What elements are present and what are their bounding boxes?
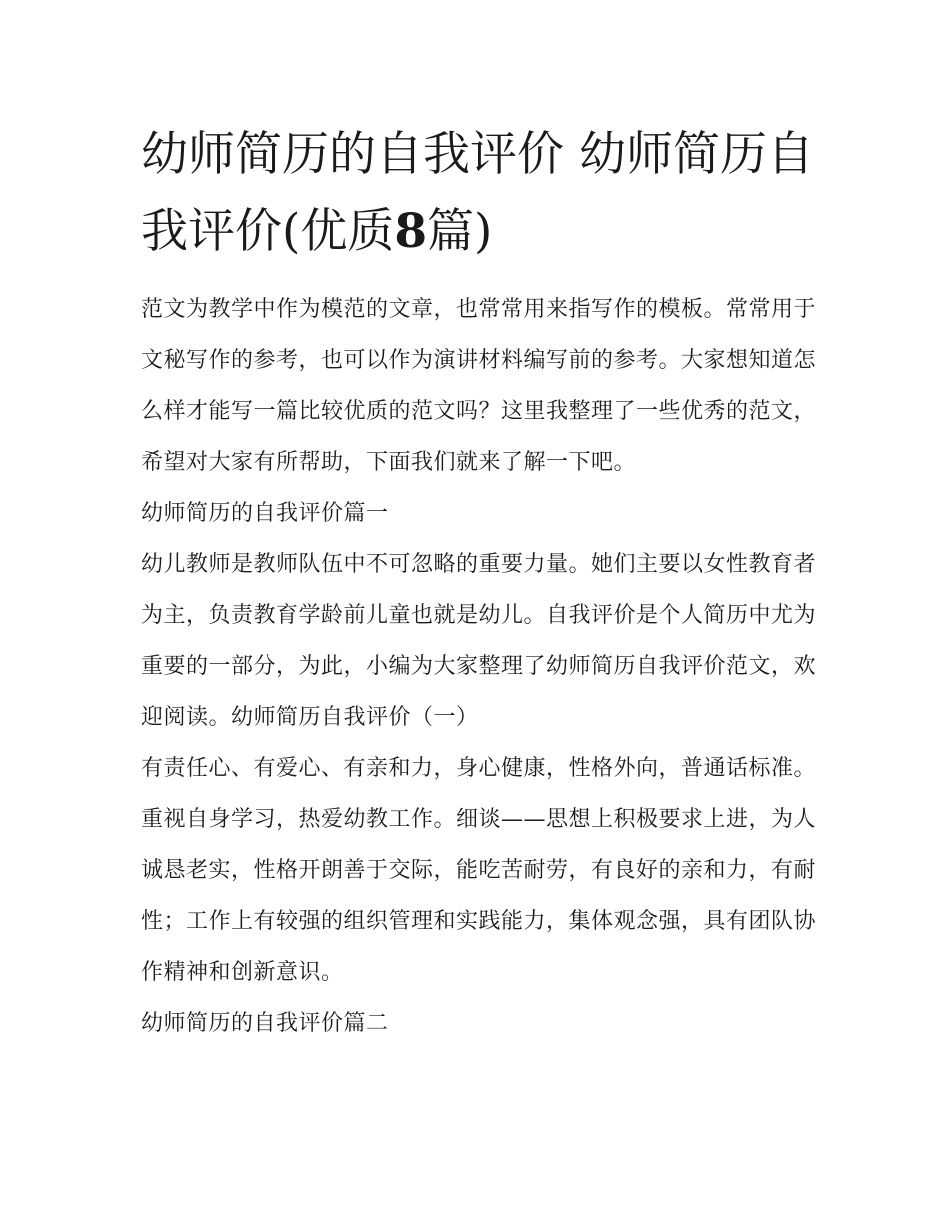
section1-paragraph-1: 幼儿教师是教师队伍中不可忽略的重要力量。她们主要以女性教育者为主，负责教育学龄前儿童也就是幼儿。自我评价是个人简历中尤为重要的一部分，为此，小编为大家整理了幼师简历自我评价范文，欢迎阅读。幼师简历自我评价（一） xyxy=(141,552,817,730)
title-suffix: 篇) xyxy=(427,204,493,259)
title-quality-text: 优质 xyxy=(300,204,395,259)
document-page xyxy=(141,116,816,1049)
intro-paragraph: 范文为教学中作为模范的文章，也常常用来指写作的模板。常常用于文秘写作的参考，也可以作为演讲材料编写前的参考。大家想知道怎么样才能写一篇比较优质的范文吗？这里我整理了一些优秀的范文，希望对大家有所帮助，下面我们就来了解一下吧。 xyxy=(141,297,817,475)
title-text: 幼师简历的自我评价 幼师简历自我评价( xyxy=(141,127,814,259)
title-count: 8 xyxy=(394,204,428,259)
section-heading-2: 幼师简历的自我评价篇二 xyxy=(141,1011,389,1036)
section-heading-1: 幼师简历的自我评价篇一 xyxy=(141,501,389,526)
document-body xyxy=(141,284,816,1049)
document-title xyxy=(141,116,816,270)
section1-paragraph-2: 有责任心、有爱心、有亲和力，身心健康，性格外向，普通话标准。重视自身学习，热爱幼教工作。细谈——思想上积极要求上进，为人诚恳老实，性格开朗善于交际，能吃苦耐劳，有良好的亲和力，有耐性；工作上有较强的组织管理和实践能力，集体观念强，具有团队协作精神和创新意识。 xyxy=(141,756,817,985)
